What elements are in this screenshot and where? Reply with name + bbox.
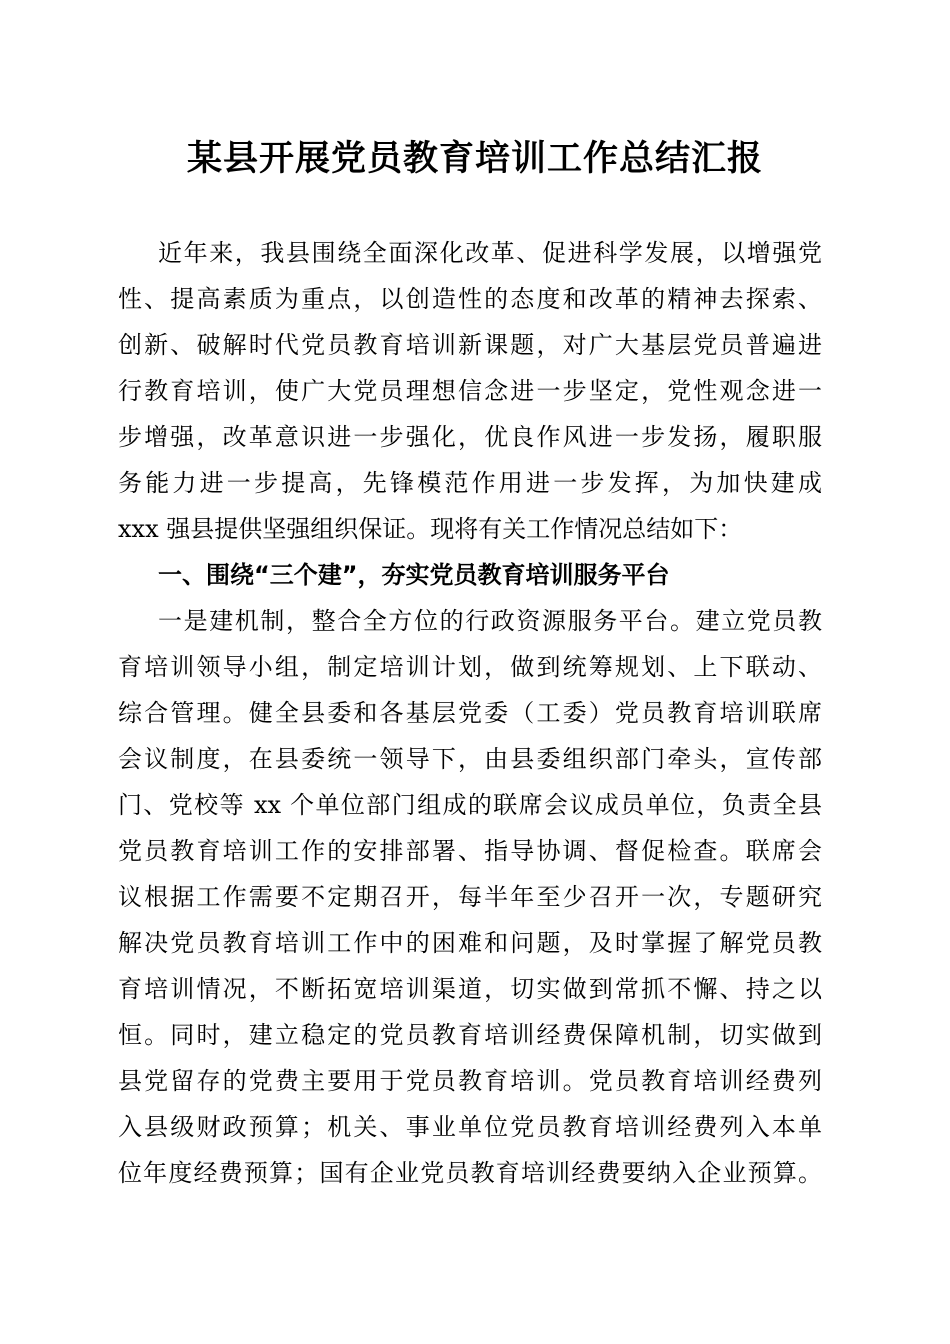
intro-line: 行教育培训，使广大党员理想信念进一步坚定，党性观念进一 (118, 377, 822, 405)
section-line: 综合管理。健全县委和各基层党委（工委）党员教育培训联席 (118, 699, 822, 727)
section-line: 育培训领导小组，制定培训计划，做到统筹规划、上下联动、 (118, 653, 822, 681)
intro-line: 步增强，改革意识进一步强化，优良作风进一步发扬，履职服 (118, 423, 822, 451)
intro-line: xxx 强县提供坚强组织保证。现将有关工作情况总结如下： (118, 515, 743, 543)
document-title: 某县开展党员教育培训工作总结汇报 (186, 138, 763, 179)
section-line: 育培训情况，不断拓宽培训渠道，切实做到常抓不懈、持之以 (118, 975, 822, 1003)
section-line: 位年度经费预算；国有企业党员教育培训经费要纳入企业预算。 (118, 1159, 822, 1187)
section-line: 党员教育培训工作的安排部署、指导协调、督促检查。联席会 (118, 837, 822, 865)
section-line: 恒。同时，建立稳定的党员教育培训经费保障机制，切实做到 (118, 1021, 822, 1049)
intro-line: 创新、破解时代党员教育培训新课题，对广大基层党员普遍进 (118, 331, 822, 359)
section-line: 县党留存的党费主要用于党员教育培训。党员教育培训经费列 (118, 1067, 822, 1095)
intro-line: 性、提高素质为重点，以创造性的态度和改革的精神去探索、 (118, 285, 822, 313)
section-line: 解决党员教育培训工作中的困难和问题，及时掌握了解党员教 (118, 929, 822, 957)
intro-line: 近年来，我县围绕全面深化改革、促进科学发展，以增强党 (158, 239, 822, 267)
intro-line: 务能力进一步提高，先锋模范作用进一步发挥，为加快建成 (118, 469, 822, 497)
section-heading: 一、围绕“三个建”，夯实党员教育培训服务平台 (158, 561, 670, 589)
section-line: 门、党校等 xx 个单位部门组成的联席会议成员单位，负责全县 (118, 791, 822, 819)
section-line: 会议制度，在县委统一领导下，由县委组织部门牵头，宣传部 (118, 745, 822, 773)
section-line: 入县级财政预算；机关、事业单位党员教育培训经费列入本单 (118, 1113, 822, 1141)
section-line: 议根据工作需要不定期召开，每半年至少召开一次，专题研究 (118, 883, 822, 911)
section-line: 一是建机制，整合全方位的行政资源服务平台。建立党员教 (158, 607, 822, 635)
